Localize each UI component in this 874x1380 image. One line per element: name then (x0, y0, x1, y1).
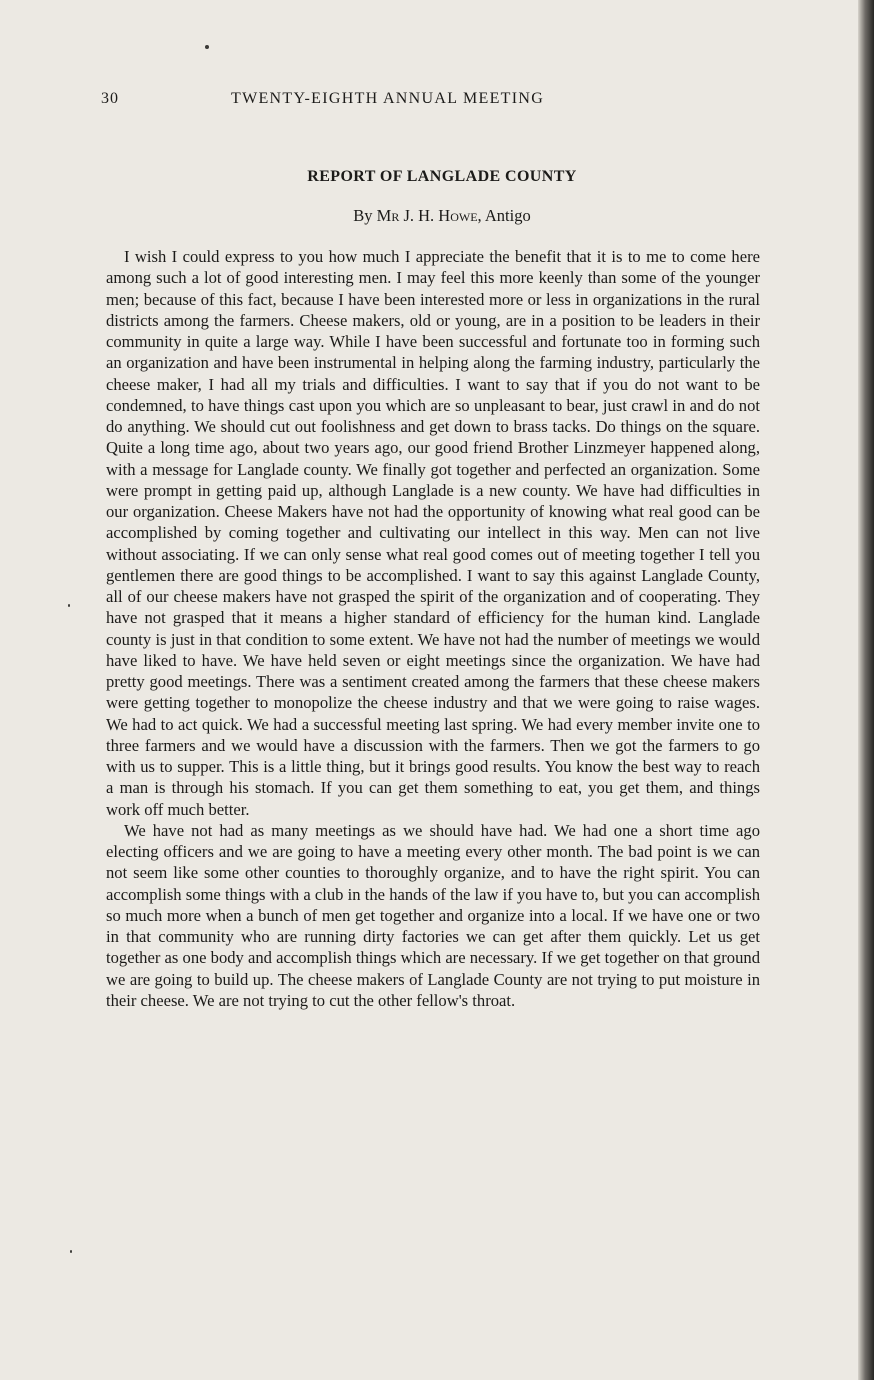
page-binding-edge (858, 0, 874, 1380)
ink-speck (68, 604, 70, 607)
ink-speck (205, 45, 209, 49)
running-head (101, 90, 761, 116)
byline-prefix: By (353, 206, 373, 225)
byline-author: Mr J. H. Howe (376, 206, 478, 225)
article-title: REPORT OF LANGLADE COUNTY (307, 168, 577, 185)
running-title: TWENTY-EIGHTH ANNUAL MEETING (231, 90, 545, 107)
paragraph-1: I wish I could express to you how much I appreciate the benefit that it is to me to come here among such a lot of good interesting men. I may feel this more keenly than some of the younger men; because of this fact, because I have been interested more or less in organizations in the rural districts among the farmers. Cheese makers, old or young, are in a position to be leaders in their community in quite a large way. While I have been successful and fortunate too in forming such an organization and have been instrumental in helping along the farming industry, particularly the cheese maker, I had all my trials and difficulties. I want to say that if you do not want to be condemned, to have things cast upon you which are so unpleasant to bear, just crawl in and do not do anything. We should cut out foolishness and get down to brass tacks. Do things on the square. Quite a long time ago, about two years ago, our good friend Brother Linzmeyer happened along, with a message for Langlade county. We finally got together and perfected an organization. Some were prompt in getting paid up, although Langlade is a new county. We have had difficulties in our organization. Cheese Makers have not had the opportunity of knowing what real good can be accomplished by coming together and cultivating our intellect in this way. Men can not live without associating. If we can only sense what real good comes out of meeting together I tell you gentlemen there are good things to be accomplished. I want to say this against Langlade County, all of our cheese makers have not grasped the spirit of the organization and of cooperating. They have not grasped that it means a higher standard of efficiency for the human kind. Langlade county is just in that condition to some extent. We have not had the number of meetings we would have liked to have. We have held seven or eight meetings since the organization. We have had pretty good meetings. There was a sentiment created among the farmers that these cheese makers were getting together to monopolize the cheese industry and that we were going to raise wages. We had to act quick. We had a successful meeting last spring. We had every member invite one to three farmers and we would have a discussion with the farmers. Then we got the farmers to go with us to supper. This is a little thing, but it brings good results. You know the best way to reach a man is through his stomach. If you can get them something to eat, you get them, and things work off much better. (106, 247, 760, 819)
byline-place: , Antigo (477, 206, 531, 225)
paragraph-2: We have not had as many meetings as we should have had. We had one a short time ago electing officers and we are going to have a meeting every other month. The bad point is we can not seem like some other counties to thoroughly organize, and to have the right spirit. You can accomplish some things with a club in the hands of the law if you have to, but you can accomplish so much more when a bunch of men get together and organize into a local. If we have one or two in that community who are running dirty factories we can get after them quickly. Let us get together as one body and accomplish things which are necessary. If we get together on that ground we are going to build up. The cheese makers of Langlade County are not trying to put moisture in their cheese. We are not trying to cut the other fellow's throat. (106, 820, 760, 1010)
ink-speck (70, 1250, 72, 1253)
page-number: 30 (101, 90, 119, 107)
article-body (106, 246, 760, 1011)
byline (101, 206, 761, 226)
